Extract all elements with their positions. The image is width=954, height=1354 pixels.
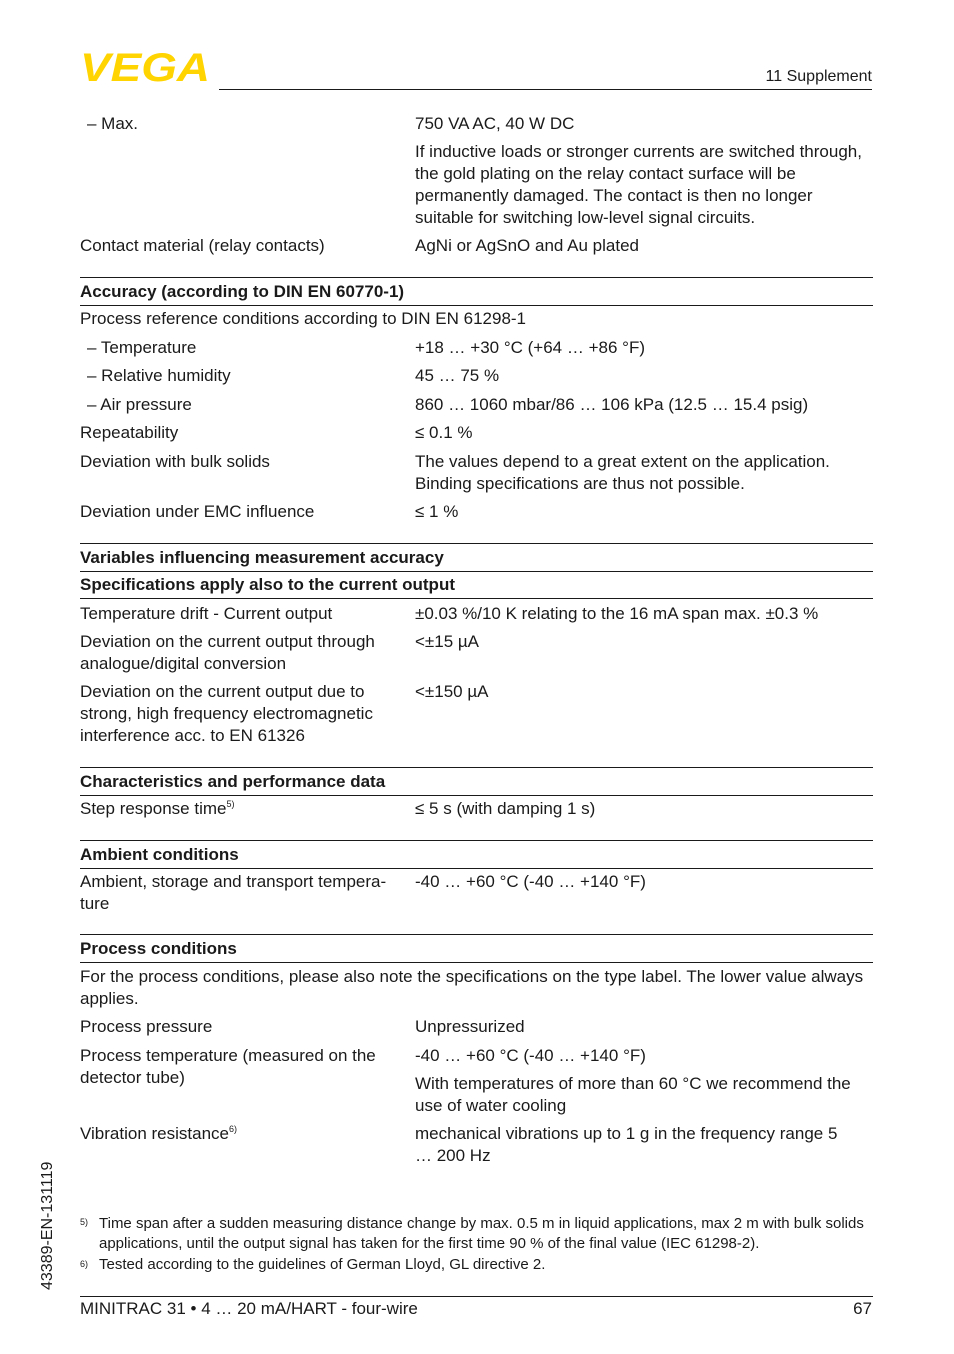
contact-material-label: Contact material (relay contacts) [80, 236, 325, 255]
section-rule-bottom [80, 598, 873, 599]
header-divider [219, 89, 872, 90]
emc-deviation-value: ≤ 1 % [415, 502, 459, 521]
ambient-temp-value: -40 … +60 °C (-40 … +140 °F) [415, 872, 646, 891]
ref-humidity-label: – Relative humidity [87, 366, 231, 385]
page-number: 67 [853, 1299, 872, 1318]
section-rule-middle [80, 571, 873, 572]
header-section-title: 11 Supplement [765, 68, 872, 85]
section-rule-bottom [80, 795, 873, 796]
adc-deviation-label: Deviation on the current output through analogue/digital conversion [80, 632, 375, 673]
vibration-label [80, 1123, 405, 1145]
section-rule-top [80, 543, 873, 544]
logo-text: VEGA [80, 50, 210, 84]
adc-deviation-value: <±15 µA [415, 632, 480, 651]
footer-product-title: MINITRAC 31 • 4 … 20 mA/HART - four-wire [80, 1299, 418, 1318]
section-rule-bottom [80, 962, 873, 963]
section-rule-top [80, 767, 873, 768]
footnote-text: Tested according to the guidelines of German Lloyd, GL directive 2. [99, 1256, 546, 1273]
contact-material-value: AgNi or AgSnO and Au plated [415, 236, 639, 255]
document-code: 43389-EN-131119 [39, 1161, 56, 1290]
relay-max-label: – Max. [87, 114, 139, 133]
vibration-value: mechanical vibrations up to 1 g in the frequency range 5 … 200 Hz [415, 1124, 838, 1165]
current-output-subheading: Specifications apply also to the current output [80, 575, 455, 594]
step-response-label-text: Step response time [80, 799, 227, 818]
step-response-label [80, 798, 405, 820]
footnote-ref-6: 6) [229, 1124, 238, 1134]
emc-deviation-label: Deviation under EMC influence [80, 502, 315, 521]
vibration-label-text: Vibration resistance [80, 1124, 229, 1143]
accuracy-heading: Accuracy (according to DIN EN 60770-1) [80, 282, 405, 301]
process-temp-note: With temperatures of more than 60 °C we recommend the use of water cooling [415, 1074, 851, 1115]
accuracy-intro: Process reference conditions according to DIN EN 61298-1 [80, 309, 527, 328]
temp-drift-label: Temperature drift - Current output [80, 604, 333, 623]
characteristics-heading: Characteristics and performance data [80, 772, 386, 791]
ambient-temp-label: Ambient, storage and transport tempera-ture [80, 872, 387, 913]
footnote-mark: 6) [80, 1259, 89, 1269]
ref-air-pressure-label: – Air pressure [87, 395, 192, 414]
ref-temperature-value: +18 … +30 °C (+64 … +86 °F) [415, 338, 645, 357]
relay-max-value: 750 VA AC, 40 W DC [415, 114, 575, 133]
bulk-deviation-label: Deviation with bulk solids [80, 452, 270, 471]
footer-divider [80, 1296, 873, 1297]
ref-air-pressure-value: 860 … 1060 mbar/86 … 106 kPa (12.5 … 15.4 psig) [415, 395, 809, 414]
process-heading: Process conditions [80, 939, 237, 958]
bulk-deviation-value: The values depend to a great extent on the application. Binding specifications are thus not possible. [415, 452, 830, 493]
footnote-mark: 5) [80, 1217, 89, 1227]
section-rule-bottom [80, 305, 873, 306]
section-rule-bottom [80, 868, 873, 869]
variables-heading: Variables influencing measurement accuracy [80, 548, 444, 567]
footnote-text: Time span after a sudden measuring distance change by max. 0.5 m in liquid applications, max 2 m with bulk solids applications, until the output signal has taken for the first time 90 % of the final value (IEC 61298-2). [99, 1215, 864, 1252]
section-rule-top [80, 277, 873, 278]
emi-deviation-label: Deviation on the current output due to strong, high frequency electromagnetic interference acc. to EN 61326 [80, 682, 373, 745]
relay-note: If inductive loads or stronger currents are switched through, the gold plating on the relay contact surface will be permanently damaged. The contact is then no longer suitable for switching low-level signal circuits. [415, 142, 862, 227]
process-temp-label: Process temperature (measured on the detector tube) [80, 1046, 376, 1087]
ref-temperature-label: – Temperature [87, 338, 197, 357]
process-intro: For the process conditions, please also note the specifications on the type label. The lower value always applies. [80, 967, 864, 1008]
section-rule-top [80, 840, 873, 841]
temp-drift-value: ±0.03 %/10 K relating to the 16 mA span max. ±0.3 % [415, 604, 819, 623]
section-rule-top [80, 934, 873, 935]
vega-logo [80, 50, 212, 84]
step-response-value: ≤ 5 s (with damping 1 s) [415, 799, 596, 818]
emi-deviation-value: <±150 µA [415, 682, 489, 701]
repeatability-value: ≤ 0.1 % [415, 423, 473, 442]
process-temp-value: -40 … +60 °C (-40 … +140 °F) [415, 1046, 646, 1065]
process-pressure-value: Unpressurized [415, 1017, 525, 1036]
process-pressure-label: Process pressure [80, 1017, 213, 1036]
ambient-heading: Ambient conditions [80, 845, 239, 864]
ref-humidity-value: 45 … 75 % [415, 366, 500, 385]
footnote-ref-5: 5) [226, 799, 235, 809]
repeatability-label: Repeatability [80, 423, 179, 442]
